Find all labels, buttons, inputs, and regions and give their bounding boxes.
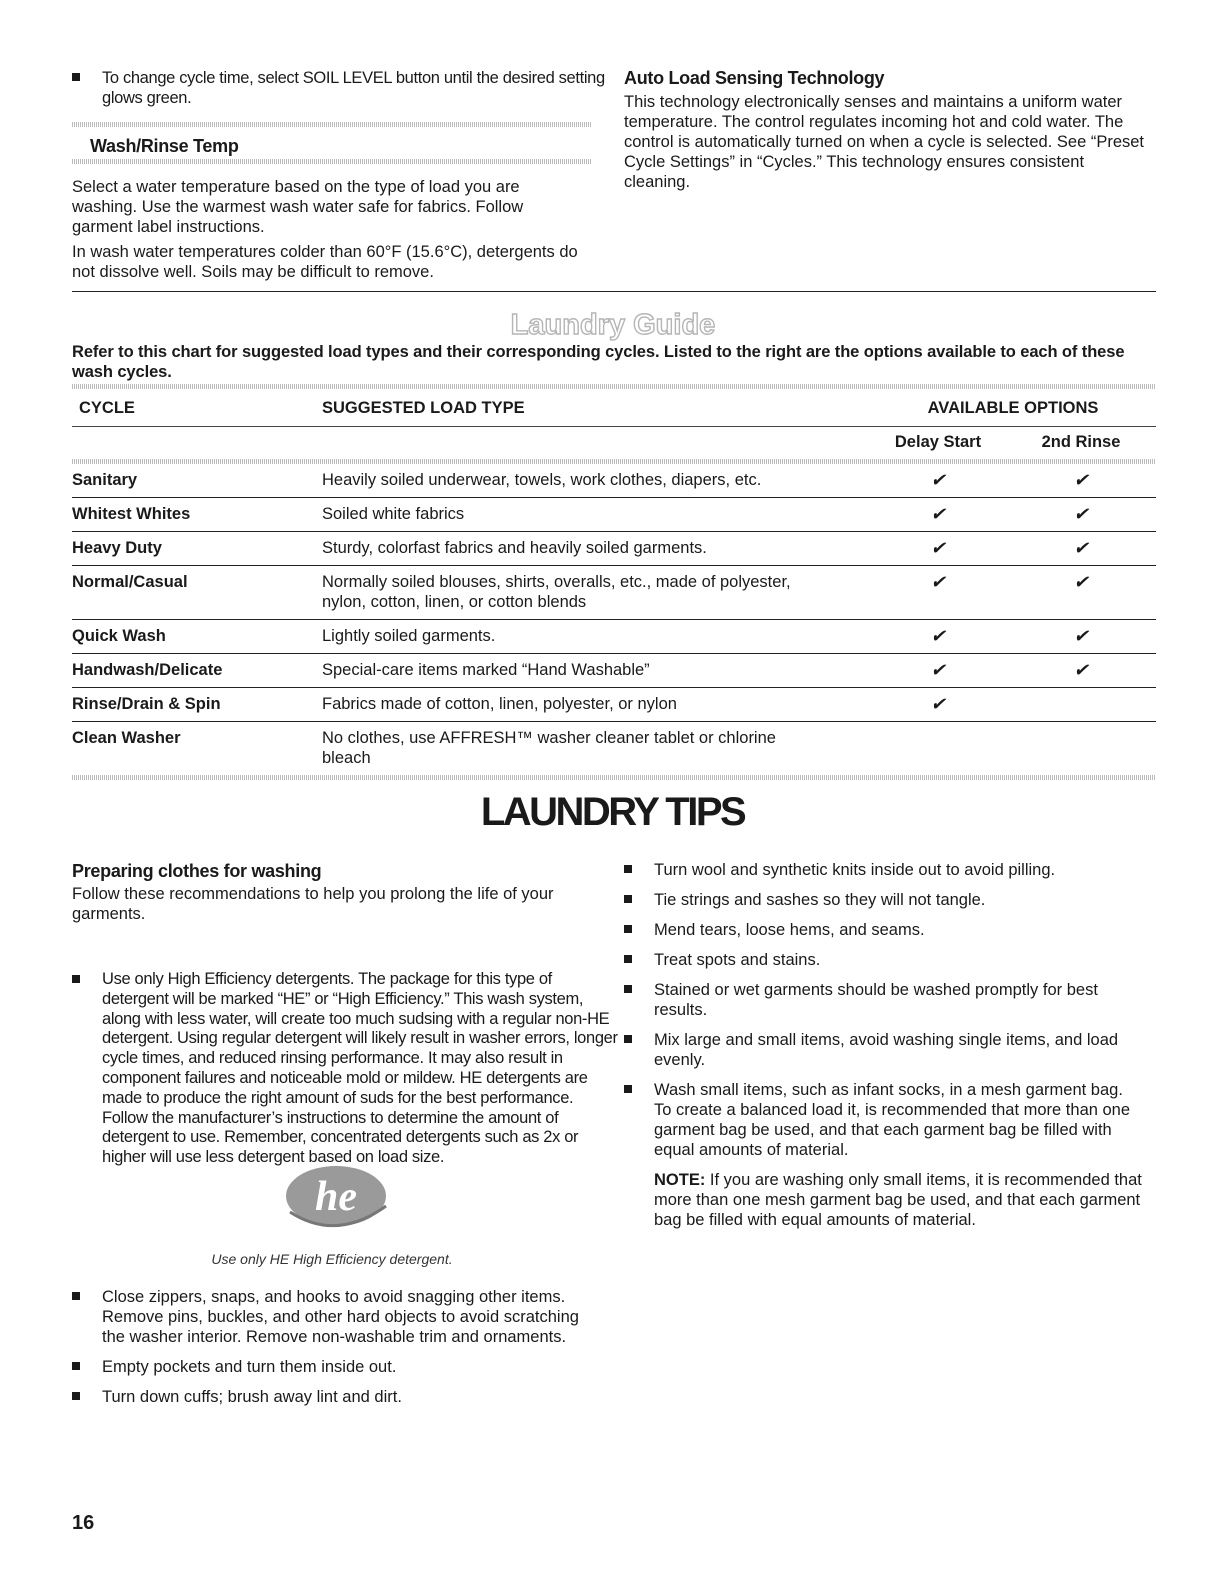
list-item: Mend tears, loose hems, and seams. [624,920,1144,940]
laundry-tips-title: LAUNDRY TIPS [480,790,745,834]
delay-start-check [870,722,1006,775]
wash-rinse-bottom-divider [72,159,592,164]
svg-text:Laundry Guide: Laundry Guide [510,309,715,341]
table-row [72,464,1156,498]
note-label: NOTE: [654,1171,706,1189]
cycle-name: Whitest Whites [72,505,191,523]
delay-start-check: ✔ [930,694,946,714]
load-type: Sturdy, colorfast fabrics and heavily soiled garments. [322,539,707,557]
cycle-name: Heavy Duty [72,539,162,557]
table-row [72,654,1156,688]
header-available-options: AVAILABLE OPTIONS [927,398,1099,417]
table-row [72,532,1156,566]
second-rinse-check: ✔ [1073,572,1089,592]
cycle-name: Rinse/Drain & Spin [72,695,221,713]
list-item: Tie strings and sashes so they will not tangle. [624,890,1144,910]
delay-start-check: ✔ [930,504,946,524]
wash-rinse-top-divider [72,122,592,127]
table-row [72,498,1156,532]
auto-load-heading: Auto Load Sensing Technology [624,68,885,88]
right-tips-list [624,860,1144,1230]
list-item: Empty pockets and turn them inside out. [72,1357,592,1377]
table-top-divider [72,384,1156,389]
second-rinse-check [1006,722,1156,775]
note-text: If you are washing only small items, it is recommended that more than one mesh garment bag be used, and that each garment bag be filled with equal amounts of material. [654,1171,1142,1229]
svg-text:he: he [315,1174,357,1220]
section-rule [72,291,1156,292]
header-2nd-rinse: 2nd Rinse [1041,432,1121,451]
laundry-guide-intro: Refer to this chart for suggested load types and their corresponding cycles. Listed to the right are the options available to each of these wash cycles. [72,343,1125,381]
load-type: Special-care items marked “Hand Washable” [322,661,650,679]
second-rinse-check: ✔ [1073,626,1089,646]
header-delay-start: Delay Start [894,432,982,451]
auto-load-paragraph: This technology electronically senses and maintains a uniform water temperature. The control regulates incoming hot and cold water. The control is automatically turned on when a cycle is selected. See “Preset Cycle Settings” in “Cycles.” This technology ensures consistent cleaning. [624,93,1145,191]
list-item: Wash small items, such as infant socks, in a mesh garment bag. To create a balanced load it, is recommended that more than one garment bag be used, and that each garment bag be filled with equal amounts of material. [624,1080,1144,1160]
preparing-clothes-heading: Preparing clothes for washing [72,861,322,881]
table-body [72,464,1156,775]
he-logo-icon [282,1160,392,1240]
note-paragraph [624,1170,1144,1230]
delay-start-check: ✔ [930,470,946,490]
table-row [72,620,1156,654]
cycle-name: Clean Washer [72,729,181,747]
load-type: Normally soiled blouses, shirts, overalls, etc., made of polyester, nylon, cotton, linen, or cotton blends [322,573,791,611]
table-header-row [72,390,1156,427]
cycle-name: Normal/Casual [72,573,188,591]
wash-rinse-paragraph-1: Select a water temperature based on the type of load you are washing. Use the warmest wash water safe for fabrics. Follow garment label instructions. [72,178,524,236]
he-logo [282,1160,392,1245]
header-cycle: CYCLE [79,398,135,417]
laundry-guide-title [498,306,728,342]
table-row [72,688,1156,722]
load-type: Soiled white fabrics [322,505,465,523]
table-row [72,566,1156,620]
page-number: 16 [72,1512,95,1534]
wash-rinse-paragraph-2: In wash water temperatures colder than 60°F (15.6°C), detergents do not dissolve well. Soils may be difficult to remove. [72,243,578,281]
second-rinse-check: ✔ [1073,470,1089,490]
cycle-name: Quick Wash [72,627,166,645]
table-bottom-divider [72,775,1156,780]
load-type: No clothes, use AFFRESH™ washer cleaner tablet or chlorine bleach [322,729,776,767]
cycle-name: Handwash/Delicate [72,661,223,679]
soil-level-bullet: To change cycle time, select SOIL LEVEL button until the desired setting glows green. [72,68,614,108]
load-type: Heavily soiled underwear, towels, work clothes, diapers, etc. [322,471,762,489]
delay-start-check: ✔ [930,660,946,680]
he-detergent-bullet: Use only High Efficiency detergents. The package for this type of detergent will be marked “HE” or “High Efficiency.” This wash system, along with less water, will create too much sudsing with a regular non-HE detergent. Using regular detergent will likely result in washer errors, longer cycle times, and reduced rinsing performance. It may also result in component failures and noticeable mold or mildew. HE detergents are made to produce the right amount of suds for the best performance. Follow the manufacturer’s instructions to determine the amount of detergent to use. Remember, concentrated detergents such as 2x or higher will use less detergent based on load size. [72,970,622,1168]
laundry-guide-table [72,390,1156,775]
list-item: Turn down cuffs; brush away lint and dirt. [72,1387,592,1407]
list-item: Close zippers, snaps, and hooks to avoid snagging other items. Remove pins, buckles, and other hard objects to avoid scratching the washer interior. Remove non-washable trim and ornaments. [72,1287,592,1347]
load-type: Fabrics made of cotton, linen, polyester, or nylon [322,695,677,713]
list-item: Stained or wet garments should be washed promptly for best results. [624,980,1144,1020]
second-rinse-check [1006,688,1156,721]
delay-start-check: ✔ [930,626,946,646]
header-load-type: SUGGESTED LOAD TYPE [322,398,525,417]
left-tips-list [72,1287,592,1417]
list-item: Treat spots and stains. [624,950,1144,970]
wash-rinse-heading: Wash/Rinse Temp [90,136,239,156]
preparing-clothes-intro: Follow these recommendations to help you prolong the life of your garments. [72,885,554,923]
second-rinse-check: ✔ [1073,660,1089,680]
cycle-name: Sanitary [72,471,138,489]
second-rinse-check: ✔ [1073,504,1089,524]
list-item: Turn wool and synthetic knits inside out to avoid pilling. [624,860,1144,880]
load-type: Lightly soiled garments. [322,627,496,645]
table-subheader-row [72,427,1156,457]
table-row [72,722,1156,775]
list-item: Mix large and small items, avoid washing single items, and load evenly. [624,1030,1144,1070]
laundry-guide-title-wrap [0,306,1225,347]
delay-start-check: ✔ [930,538,946,558]
he-caption: Use only HE High Efficiency detergent. [211,1251,453,1267]
delay-start-check: ✔ [930,572,946,592]
second-rinse-check: ✔ [1073,538,1089,558]
